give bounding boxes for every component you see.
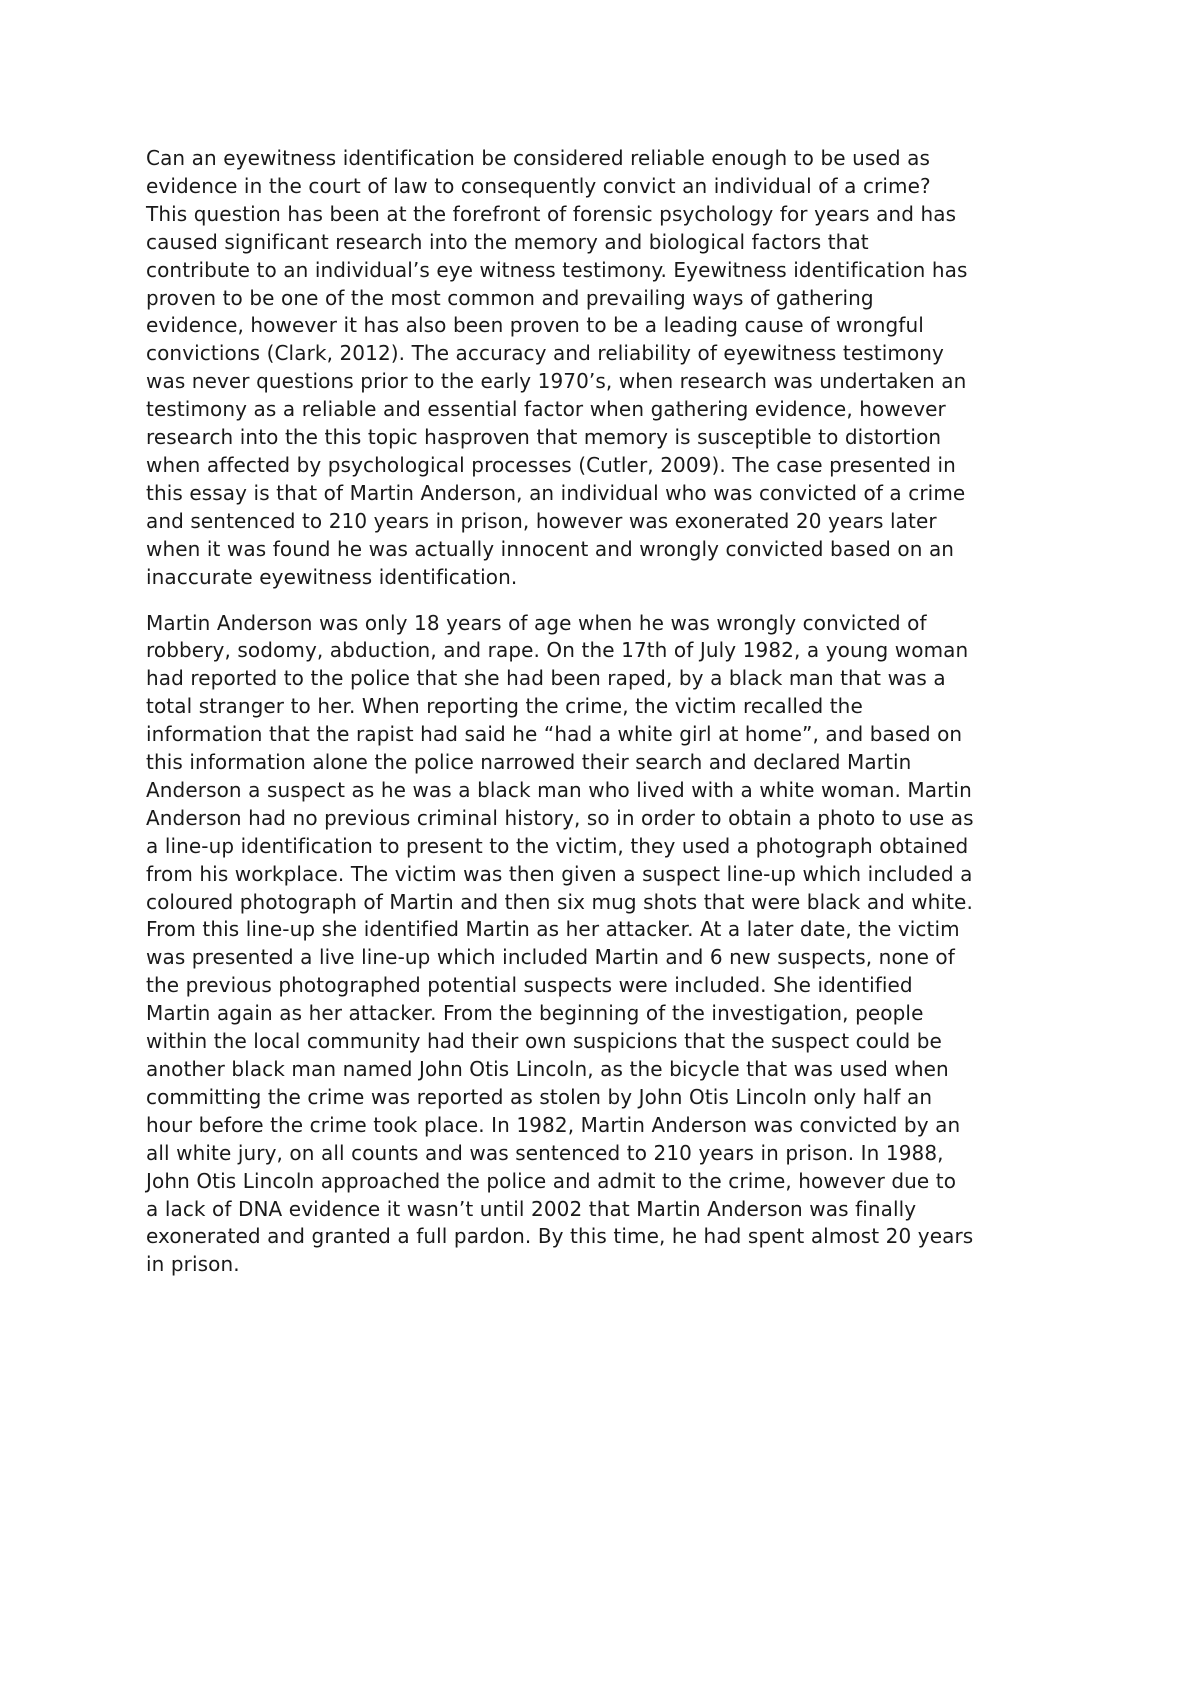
- text-line: coloured photograph of Martin and then six mug shots that were black and white.: [146, 889, 973, 914]
- text-line: From this line-up she identified Martin as her attacker. At a later date, the victim: [146, 917, 960, 942]
- text-line: a line-up identification to present to the victim, they used a photograph obtained: [146, 833, 969, 858]
- text-line: evidence, however it has also been proven to be a leading cause of wrongful: [146, 313, 924, 338]
- text-line: Martin Anderson was only 18 years of age when he was wrongly convicted of: [146, 610, 927, 635]
- text-line: Can an eyewitness identification be considered reliable enough to be used as: [146, 146, 930, 170]
- text-line: when it was found he was actually innocent and wrongly convicted based on an: [146, 536, 955, 561]
- text-line: was presented a live line-up which included Martin and 6 new suspects, none of: [146, 945, 955, 970]
- text-line: had reported to the police that she had been raped, by a black man that was a: [146, 666, 946, 691]
- text-line: information that the rapist had said he “had a white girl at home”, and based on: [146, 722, 963, 747]
- text-line: all white jury, on all counts and was sentenced to 210 years in prison. In 1988,: [146, 1140, 944, 1165]
- text-line: and sentenced to 210 years in prison, however was exonerated 20 years later: [146, 508, 937, 533]
- text-line: from his workplace. The victim was then given a suspect line-up which included a: [146, 861, 973, 886]
- text-line: another black man named John Otis Lincoln, as the bicycle that was used when: [146, 1057, 949, 1081]
- text-line: Martin again as her attacker. From the beginning of the investigation, people: [146, 1001, 924, 1026]
- text-line: within the local community had their own suspicions that the suspect could be: [146, 1029, 942, 1054]
- text-line: proven to be one of the most common and prevailing ways of gathering: [146, 285, 874, 310]
- text-line: Anderson had no previous criminal history, so in order to obtain a photo to use as: [146, 805, 974, 830]
- text-line: when affected by psychological processes (Cutler, 2009). The case presented in: [146, 452, 956, 477]
- text-line: convictions (Clark, 2012). The accuracy and reliability of eyewitness testimony: [146, 341, 944, 366]
- document-body: [146, 145, 1086, 1279]
- text-line: a lack of DNA evidence it wasn’t until 2002 that Martin Anderson was finally: [146, 1196, 917, 1221]
- paragraph-1: [146, 145, 1086, 592]
- text-line: Anderson a suspect as he was a black man who lived with a white woman. Martin: [146, 777, 972, 802]
- text-line: this essay is that of Martin Anderson, an individual who was convicted of a crime: [146, 480, 966, 505]
- text-line: This question has been at the forefront of forensic psychology for years and has: [146, 201, 957, 226]
- text-line: total stranger to her. When reporting the crime, the victim recalled the: [146, 694, 863, 719]
- text-line: caused significant research into the memory and biological factors that: [146, 229, 869, 254]
- text-line: John Otis Lincoln approached the police and admit to the crime, however due to: [146, 1168, 957, 1193]
- text-line: contribute to an individual’s eye witness testimony. Eyewitness identification has: [146, 257, 968, 282]
- text-line: hour before the crime took place. In 1982, Martin Anderson was convicted by an: [146, 1112, 961, 1137]
- text-line: was never questions prior to the early 1970’s, when research was undertaken an: [146, 369, 967, 394]
- text-line: inaccurate eyewitness identification.: [146, 564, 518, 589]
- text-line: the previous photographed potential suspects were included. She identified: [146, 973, 913, 998]
- text-line: in prison.: [146, 1252, 240, 1277]
- text-line: research into the this topic hasproven that memory is susceptible to distortion: [146, 425, 942, 450]
- paragraph-2: [146, 610, 1086, 1280]
- text-line: this information alone the police narrowed their search and declared Martin: [146, 750, 912, 775]
- text-line: robbery, sodomy, abduction, and rape. On the 17th of July 1982, a young woman: [146, 638, 969, 663]
- text-line: evidence in the court of law to consequently convict an individual of a crime?: [146, 173, 931, 198]
- text-line: testimony as a reliable and essential factor when gathering evidence, however: [146, 397, 946, 422]
- text-line: committing the crime was reported as stolen by John Otis Lincoln only half an: [146, 1084, 933, 1109]
- text-line: exonerated and granted a full pardon. By this time, he had spent almost 20 years: [146, 1224, 974, 1249]
